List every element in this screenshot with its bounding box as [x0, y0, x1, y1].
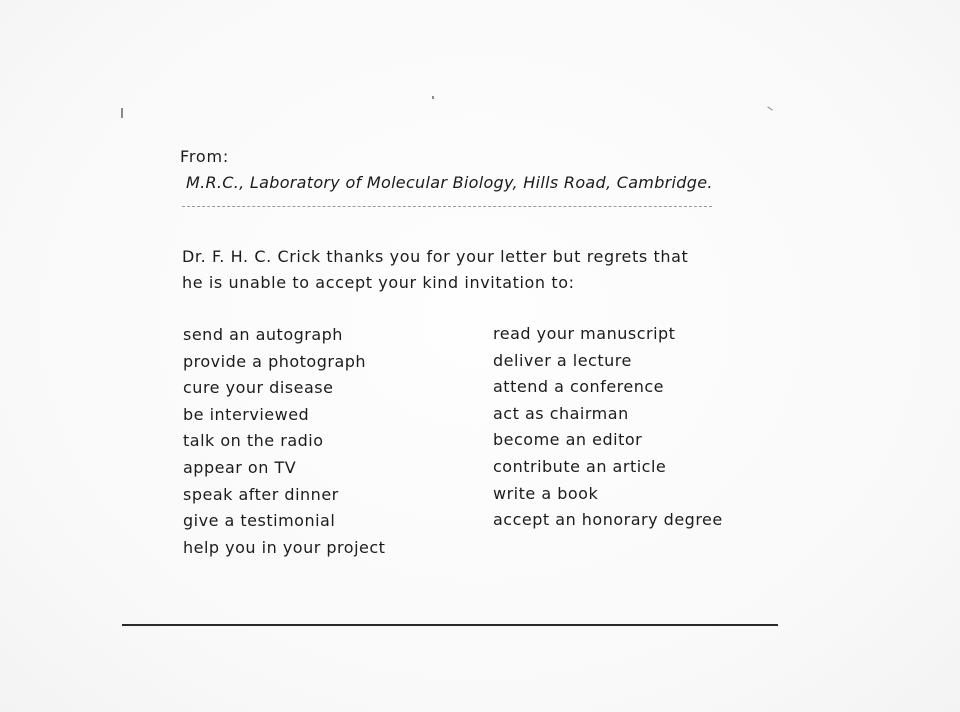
option-item: give a testimonial: [183, 511, 336, 531]
option-item: attend a conference: [493, 377, 665, 397]
options-left-column: [183, 322, 385, 561]
refusal-message: [182, 244, 742, 296]
scan-speck-left: [121, 108, 123, 118]
option-item: send an autograph: [183, 325, 343, 344]
option-item: become an editor: [493, 430, 643, 450]
header-divider: [182, 206, 712, 207]
from-label: From:: [180, 147, 230, 166]
scan-speck-right: [767, 106, 772, 110]
option-item: read your manuscript: [493, 324, 676, 343]
message-line-1: Dr. F. H. C. Crick thanks you for your letter but regrets that: [182, 247, 689, 266]
option-item: talk on the radio: [183, 431, 324, 451]
option-item: deliver a lecture: [493, 350, 632, 370]
option-item: provide a photograph: [183, 351, 367, 371]
option-item: contribute an article: [493, 456, 667, 476]
sender-address: M.R.C., Laboratory of Molecular Biology, Hills Road, Cambridge.: [186, 173, 713, 192]
options-right-column: [493, 321, 723, 534]
option-item: act as chairman: [493, 403, 629, 423]
option-item: appear on TV: [183, 457, 297, 477]
option-item: write a book: [493, 483, 599, 503]
option-item: cure your disease: [183, 378, 334, 398]
option-item: help you in your project: [183, 537, 386, 557]
scan-speck-center: [432, 96, 434, 99]
message-line-2: he is unable to accept your kind invitation to:: [182, 273, 575, 292]
option-item: speak after dinner: [183, 484, 339, 504]
option-item: accept an honorary degree: [493, 510, 723, 530]
option-item: be interviewed: [183, 404, 310, 424]
bottom-rule: [122, 624, 778, 626]
